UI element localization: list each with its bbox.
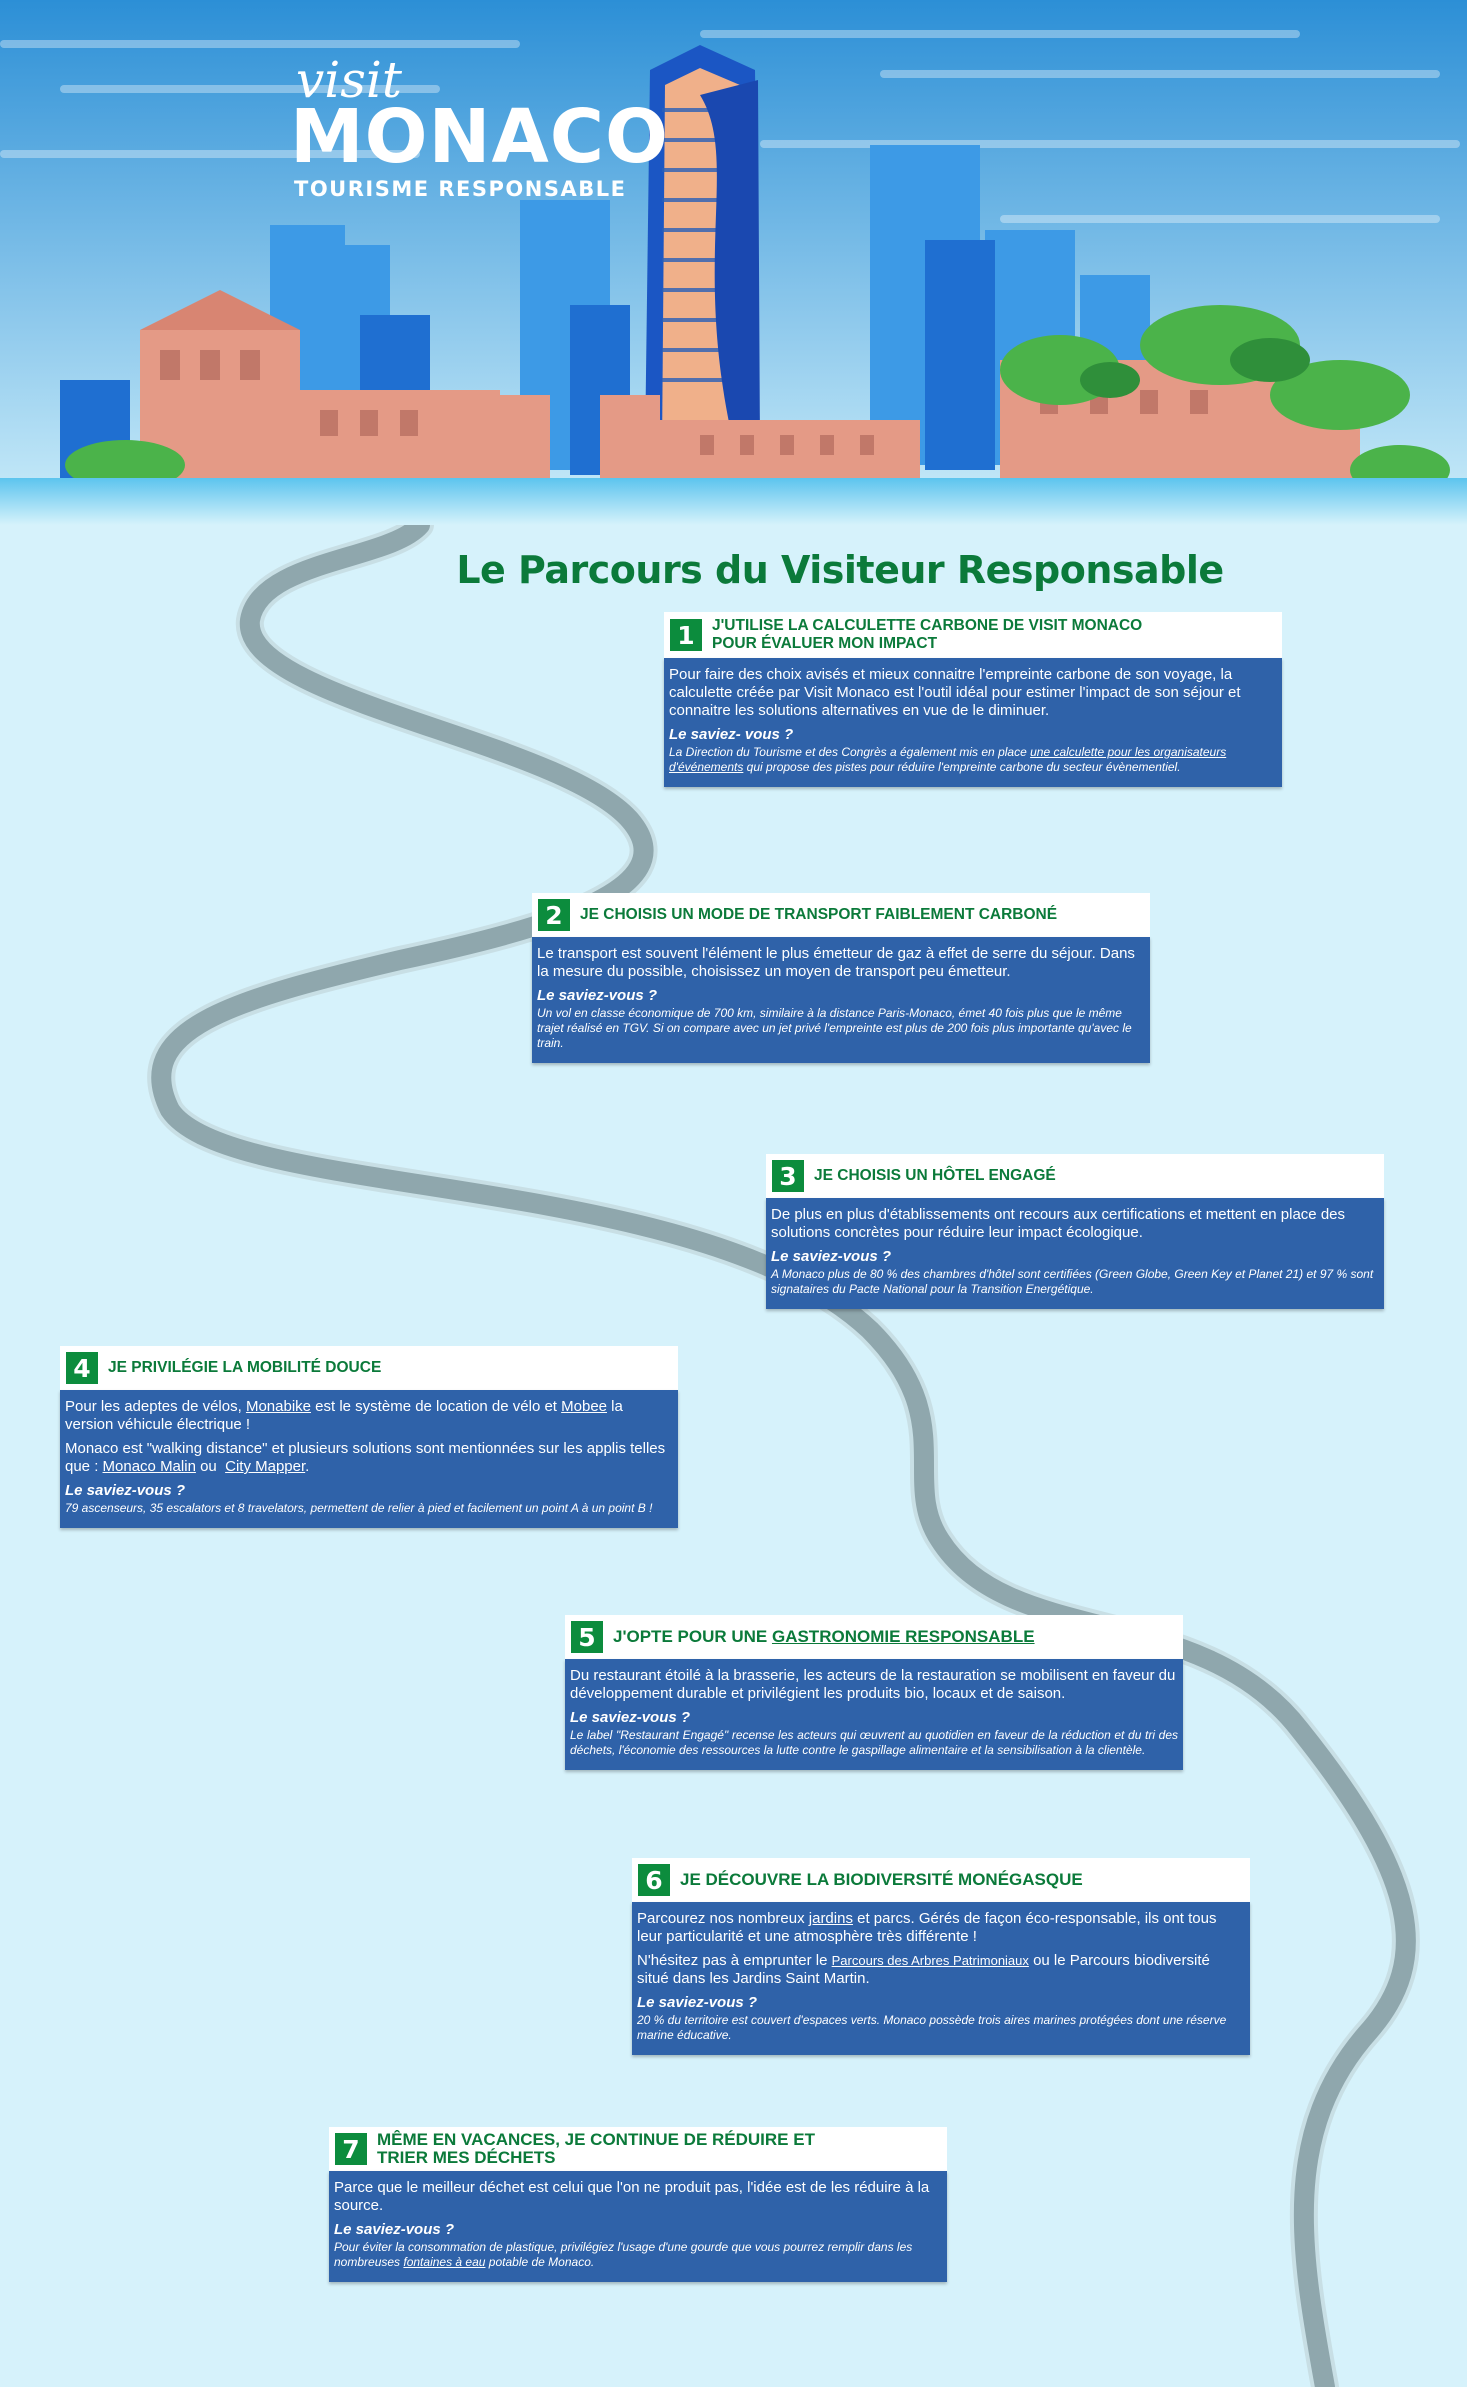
step-2-card [532,937,1150,1063]
step-6-p1-text-b: et parcs. Gérés de façon éco-responsable, ils ont tous leur particularité et une atmosphère très différente ! [637,1910,1217,1945]
jardins-link[interactable]: jardins [808,1910,853,1927]
step-5-saviez: Le saviez-vous ? [570,1709,691,1726]
step-1-card [664,658,1282,787]
step-2 [532,893,1150,1063]
step-3-title: JE CHOISIS UN HÔTEL ENGAGÉ [814,1167,1056,1184]
step-3-fact: A Monaco plus de 80 % des chambres d'hôtel sont certifiées (Green Globe, Green Key et Planet 21) et 97 % sont signataires du Pacte National pour la Transition Energétique. [771,1267,1374,1296]
step-4-p1-text-b: est le système de location de vélo et [311,1398,562,1415]
step-7-header [329,2127,947,2171]
step-3-number: 3 [772,1160,804,1192]
step-6-p2-text-a: N'hésitez pas à emprunter le [637,1952,832,1969]
step-3-text: De plus en plus d'établissements ont recours aux certifications et mettent en place des solutions concrètes pour réduire leur impact écologique. [771,1206,1346,1241]
step-4-header [60,1346,678,1390]
step-6-title: JE DÉCOUVRE LA BIODIVERSITÉ MONÉGASQUE [680,1870,1083,1889]
fontaines-a-eau-link[interactable]: fontaines à eau [403,2255,486,2269]
step-5-title-text: J'OPTE POUR UNE [613,1627,772,1646]
step-4 [60,1346,678,1528]
city-mapper-link[interactable]: City Mapper [225,1458,306,1475]
step-1-number: 1 [670,619,702,651]
step-1-title-line1: J'UTILISE LA CALCULETTE CARBONE DE VISIT MONACO [712,617,1143,634]
step-7-card [329,2171,947,2282]
step-1-title-line2: POUR ÉVALUER MON IMPACT [712,635,938,652]
event-calculator-link[interactable]: une calculette pour les organisateurs d'événements [669,745,1227,774]
step-6-paragraph-2 [637,1952,1245,1988]
logo-visit-text: visit [296,51,402,109]
step-5-text: Du restaurant étoilé à la brasserie, les acteurs de la restauration se mobilisent en faveur du développement durable et privilégient les produits bio, locaux et de saison. [570,1667,1176,1702]
step-1 [664,612,1282,787]
step-6-p1-text-a: Parcourez nos nombreux [637,1910,809,1927]
step-6-number: 6 [638,1864,670,1896]
step-7-saviez: Le saviez-vous ? [334,2221,455,2238]
step-3 [766,1154,1384,1309]
step-7-fact [334,2240,942,2270]
monabike-link[interactable]: Monabike [245,1398,311,1415]
mobee-link[interactable]: Mobee [561,1398,608,1415]
step-1-saviez: Le saviez- vous ? [669,726,794,743]
step-7-title-line2: TRIER MES DÉCHETS [377,2148,556,2167]
step-7-number: 7 [335,2133,367,2165]
step-4-p2-text-a: Monaco est "walking distance" et plusieurs solutions sont mentionnées sur les applis telles que : [65,1440,666,1475]
step-7-text: Parce que le meilleur déchet est celui que l'on ne produit pas, l'idée est de les réduire à la source. [334,2179,930,2214]
step-4-saviez: Le saviez-vous ? [65,1482,186,1499]
step-2-title: JE CHOISIS UN MODE DE TRANSPORT FAIBLEMENT CARBONÉ [580,906,1058,923]
step-5-title [613,1628,1035,1646]
step-1-text: Pour faire des choix avisés et mieux connaitre l'empreinte carbone de son voyage, la calculette créée par Visit Monaco est l'outil idéal pour estimer l'impact de son séjour et connaitre les solutions alternatives en vue de le diminuer. [669,666,1241,719]
gastronomie-responsable-link[interactable]: GASTRONOMIE RESPONSABLE [771,1627,1035,1646]
step-6-saviez: Le saviez-vous ? [637,1994,758,2011]
step-7-fact-before: Pour éviter la consommation de plastique, privilégiez l'usage d'une gourde que vous pourrez remplir dans les nombreuses [334,2240,913,2269]
step-6-paragraph-1 [637,1910,1245,1946]
step-2-number: 2 [538,899,570,931]
step-4-p1-text-c: la version véhicule électrique ! [65,1398,623,1433]
step-6 [632,1858,1250,2055]
step-4-card [60,1390,678,1528]
step-4-number: 4 [66,1352,98,1384]
step-5-card [565,1659,1183,1770]
step-4-p2-text-b: ou [195,1458,226,1475]
step-3-header [766,1154,1384,1198]
arbres-patrimoniaux-link[interactable]: Parcours des Arbres Patrimoniaux [831,1953,1029,1968]
step-4-paragraph-1 [65,1398,673,1434]
step-1-fact [669,745,1277,775]
page-title: Le Parcours du Visiteur Responsable [456,548,1224,592]
step-7-title-line1: MÊME EN VACANCES, JE CONTINUE DE RÉDUIRE ET [377,2130,815,2149]
step-1-title [712,617,1142,653]
step-4-p1-text-a: Pour les adeptes de vélos, [65,1398,246,1415]
step-5-fact: Le label "Restaurant Engagé" recense les acteurs qui œuvrent au quotidien en faveur de la réduction et du tri des déchets, l'économie des ressources la lutte contre le gaspillage alimentaire et la sensibilisation à la clientèle. [570,1728,1178,1757]
step-6-fact: 20 % du territoire est couvert d'espaces verts. Monaco possède trois aires marines protégées dont une réserve marine éducative. [637,2013,1227,2042]
step-1-header [664,612,1282,658]
step-2-fact: Un vol en classe économique de 700 km, similaire à la distance Paris-Monaco, émet 40 fois plus que le même trajet réalisé en TGV. Si on compare avec un jet privé l'empreinte est plus de 200 fois plus importante qu'avec le train. [537,1006,1132,1050]
visit-monaco-logo[interactable] [290,51,669,201]
monaco-skyline-illustration [0,0,1467,525]
step-2-saviez: Le saviez-vous ? [537,987,658,1004]
step-1-fact-after: qui propose des pistes pour réduire l'empreinte carbone du secteur évènementiel. [743,760,1181,774]
step-5-number: 5 [571,1621,603,1653]
step-6-p2-text-b: ou le Parcours biodiversité situé dans les Jardins Saint Martin. [637,1952,1210,1987]
step-3-card [766,1198,1384,1309]
step-4-paragraph-2 [65,1440,673,1476]
step-2-header [532,893,1150,937]
logo-monaco-text: MONACO [290,94,669,180]
step-7-fact-after: potable de Monaco. [485,2255,595,2269]
step-7 [329,2127,947,2282]
step-3-saviez: Le saviez-vous ? [771,1248,892,1265]
step-4-title: JE PRIVILÉGIE LA MOBILITÉ DOUCE [108,1359,382,1376]
step-1-fact-before: La Direction du Tourisme et des Congrès a également mis en place [669,745,1031,759]
monaco-malin-link[interactable]: Monaco Malin [102,1458,196,1475]
step-5-header [565,1615,1183,1659]
step-7-title [377,2131,815,2167]
step-5 [565,1615,1183,1770]
step-2-text: Le transport est souvent l'élément le plus émetteur de gaz à effet de serre du séjour. Dans la mesure du possible, choisissez un moyen de transport peu émetteur. [537,945,1135,980]
step-6-card [632,1902,1250,2055]
step-4-p2-text-c: . [305,1458,310,1475]
logo-tagline: TOURISME RESPONSABLE [294,177,627,201]
step-6-header [632,1858,1250,1902]
step-4-fact: 79 ascenseurs, 35 escalators et 8 travelators, permettent de relier à pied et facilement un point A à un point B ! [65,1501,653,1515]
